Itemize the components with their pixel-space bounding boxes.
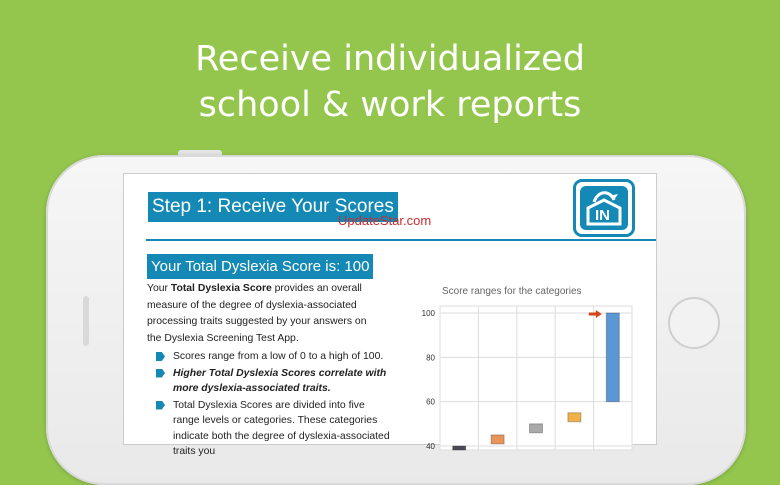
chart-y-tick-label: 60 — [426, 397, 435, 407]
score-range-chart — [412, 300, 652, 450]
app-logo-badge — [580, 186, 628, 230]
chart-y-tick-label: 80 — [426, 353, 435, 363]
bullet-marker-icon — [156, 401, 165, 410]
headline-line-1: Receive individualized — [195, 39, 585, 79]
list-item — [156, 398, 392, 460]
list-item — [156, 366, 392, 397]
bullet-text: Higher Total Dyslexia Scores correlate with more dyslexia-associated traits. — [173, 367, 387, 394]
phone-home-button[interactable] — [668, 297, 720, 349]
bullet-list — [156, 349, 392, 461]
chart-bar — [568, 413, 581, 422]
intro-post: provides an overall measure of the degree of dyslexia-associated processing traits suggested by your answers on the Dyslexia Screening Test App. — [147, 283, 367, 344]
app-logo — [573, 179, 635, 237]
intro-paragraph — [147, 281, 383, 347]
watermark: UpdateStar.com — [338, 213, 432, 228]
section-divider — [146, 239, 656, 241]
chart-bar — [453, 446, 466, 450]
chart-bar — [530, 424, 543, 433]
phone-earpiece — [83, 296, 89, 346]
list-item — [156, 349, 392, 365]
report-screen — [124, 174, 656, 457]
logo-text: IN — [595, 207, 610, 224]
bullet-marker-icon — [156, 369, 165, 378]
chart-title: Score ranges for the categories — [442, 286, 582, 297]
score-title: Your Total Dyslexia Score is: 100 — [147, 254, 373, 279]
bullet-marker-icon — [156, 352, 165, 361]
chart-y-tick-label: 40 — [426, 442, 435, 451]
intro-bold: Total Dyslexia Score — [170, 283, 272, 294]
chart-bar — [606, 313, 619, 402]
bullet-text: Scores range from a low of 0 to a high of 100. — [173, 351, 384, 362]
chart-y-tick-label: 100 — [421, 309, 435, 318]
bullet-text: Total Dyslexia Scores are divided into five range levels or categories. These categories indicate both the degree of dyslexia-associated traits you — [173, 399, 390, 457]
headline-line-2: school & work reports — [198, 85, 582, 125]
step-title: Step 1: Receive Your Scores — [148, 192, 398, 222]
chart-bar — [491, 435, 504, 444]
intro-pre: Your — [147, 283, 171, 294]
